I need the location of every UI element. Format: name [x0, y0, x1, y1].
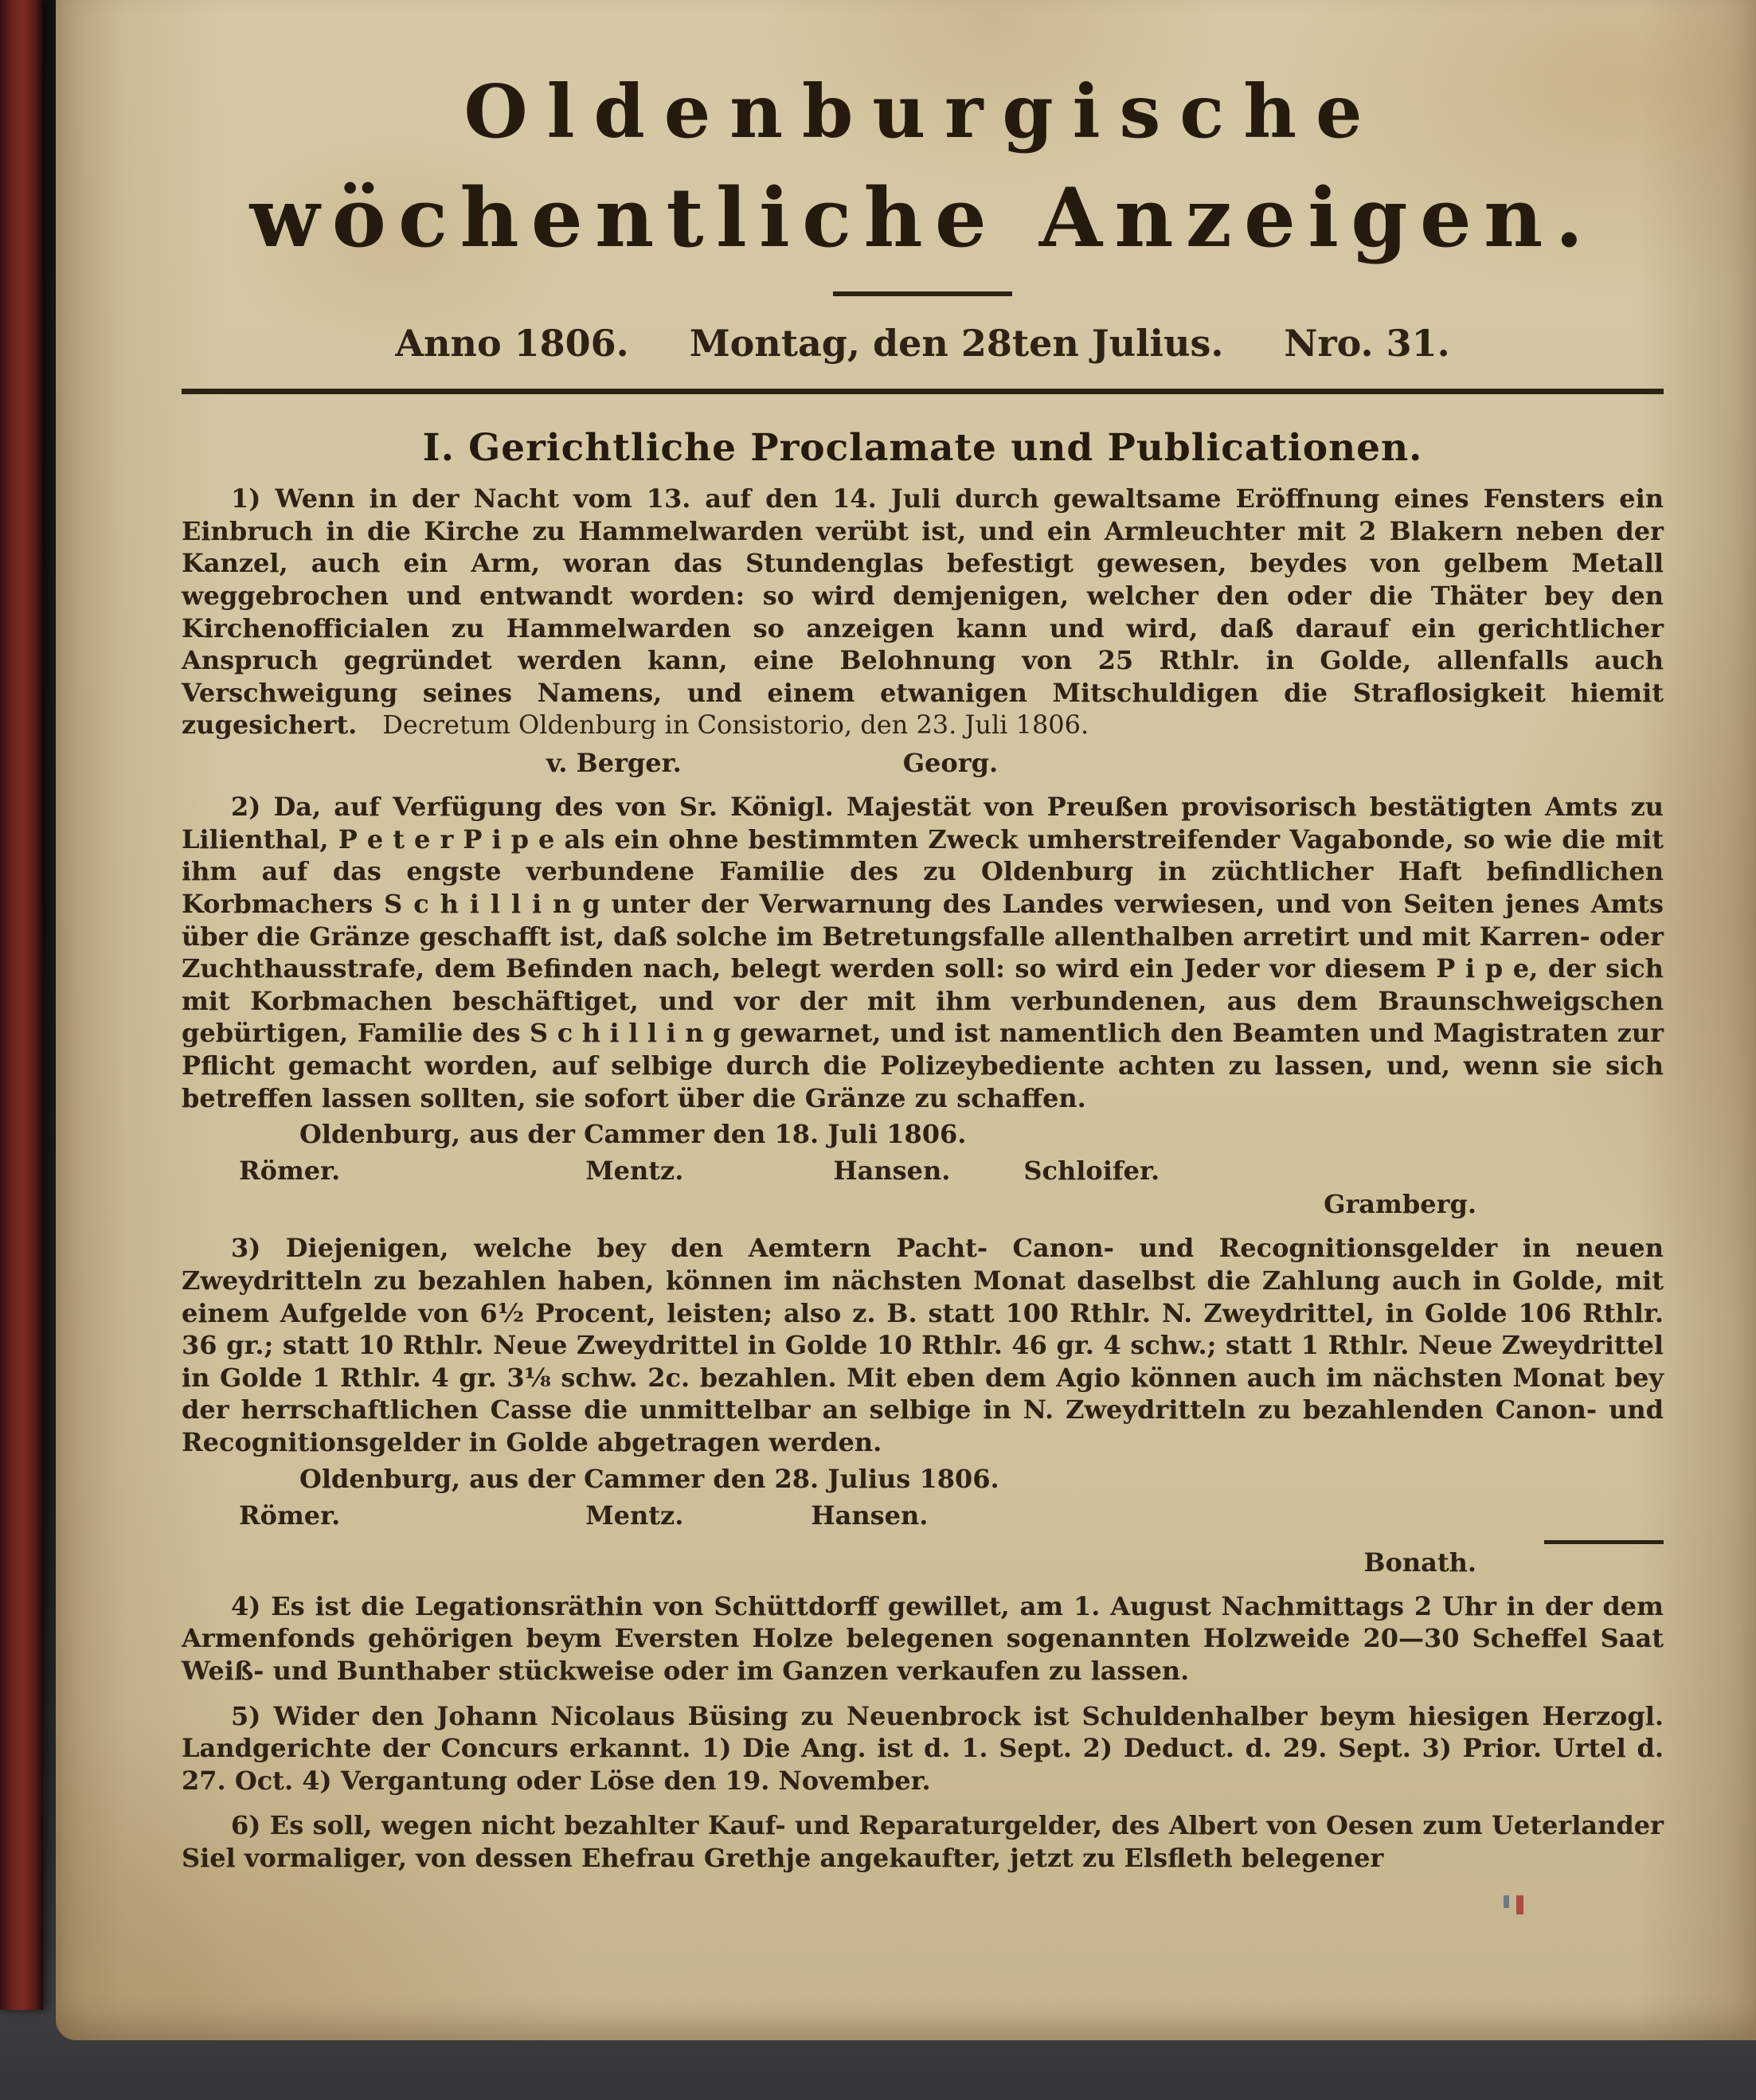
section-heading: I. Gerichtliche Proclamate und Publicationen.	[422, 426, 1423, 470]
header-rule	[182, 389, 1664, 394]
article-3-closing: Oldenburg, aus der Cammer den 28. Julius 1806.	[299, 1463, 999, 1494]
signature-roemer: Römer.	[239, 1156, 341, 1187]
article-3-text: 3) Diejenigen, welche bey den Aemtern Pacht- Canon- und Recognitionsgelder in neuen Zweydritteln zu bezahlen haben, können im nächsten Monat daselbst die Zahlung auch in Golde, mit einem Aufgelde von 6½ Procent, leisten; also z. B. statt 100 Rthlr. N. Zweydrittel, in Golde 106 Rthlr. 36 gr.; statt 10 Rthlr. Neue Zweydrittel in Golde 10 Rthlr. 46 gr. 4 schw.; statt 1 Rthlr. Neue Zweydrittel in Golde 1 Rthlr. 4 gr. 3⅛ schw. 2c. bezahlen. Mit eben dem Agio können auch im nächsten Monat bey der herrschaftlichen Casse die unmittelbar an selbige in N. Zweydritteln zu bezahlenden Canon- und Recognitionsgelder in Golde abgetragen werden.	[182, 1233, 1664, 1457]
article-3-signatures	[182, 1500, 1664, 1531]
masthead-line2: wöchentliche Anzeigen.	[249, 170, 1596, 266]
dateline-date: Montag, den 28ten Julius.	[689, 322, 1224, 365]
page-content	[56, 0, 1756, 1875]
article-3-right-signature: Bonath.	[1363, 1547, 1476, 1578]
article-2-text: 2) Da, auf Verfügung des von Sr. Königl. Majestät von Preußen provisorisch bestätigten Amts zu Lilienthal, P e t e r P i p e als ein ohne bestimmten Zweck umherstreifender Vagabonde, so wie die mit ihm auf das engste verbundene Familie des zu Oldenburg in züchtlicher Haft befindlichen Korbmachers S c h i l l i n g unter der Verwarnung des Landes verwiesen, und von Seiten jenes Amts über die Gränze geschafft ist, daß solche im Betretungsfalle allenthalben arretirt und mit Karren- oder Zuchthausstrafe, dem Befinden nach, belegt werden soll: so wird ein Jeder vor diesem P i p e, der sich mit Korbmachen beschäftiget, und vor der mit ihm verbundenen, aus dem Braunschweigschen gebürtigen, Familie des S c h i l l i n g gewarnet, und ist namentlich den Beamten und Magistraten zur Pflicht gemacht worden, auf selbige durch die Polizeybediente achten zu lassen, und, wenn sie sich betreffen lassen sollten, sie sofort über die Gränze zu schaffen.	[182, 792, 1664, 1113]
signature-georg: Georg.	[902, 748, 999, 778]
signature-mentz: Mentz.	[585, 1500, 684, 1531]
dateline-issue: Nro. 31.	[1284, 322, 1450, 365]
ink-mark-red	[1516, 1895, 1523, 1914]
article-4-text: 4) Es ist die Legationsräthin von Schüttdorff gewillet, am 1. August Nachmittags 2 Uhr in der dem Armenfonds gehörigen beym Eversten Holze belegenen sogenannten Holzweide 20—30 Scheffel Saat Weiß- und Bunthaber stückweise oder im Ganzen verkaufen zu lassen.	[182, 1590, 1664, 1686]
signature-schloifer: Schloifer.	[1023, 1156, 1160, 1187]
article-1-decree: Decretum Oldenburg in Consistorio, den 23. Juli 1806.	[382, 710, 1089, 741]
article-6-text: 6) Es soll, wegen nicht bezahlter Kauf- und Reparaturgelder, des Albert von Oesen zum Ueterlander Siel vormaliger, von dessen Ehefrau Grethje angekaufter, jetzt zu Elsfleth belegener	[182, 1810, 1664, 1873]
book-edge-red	[0, 0, 43, 2010]
masthead-line1: Oldenburgische	[463, 68, 1382, 154]
signature-mentz: Mentz.	[585, 1156, 684, 1187]
signature-roemer: Römer.	[239, 1500, 341, 1531]
signature-hansen: Hansen.	[833, 1156, 951, 1187]
masthead	[182, 68, 1664, 394]
signature-hansen: Hansen.	[811, 1500, 929, 1531]
article-1-signatures	[182, 748, 1664, 778]
article-5-text: 5) Wider den Johann Nicolaus Büsing zu Neuenbrock ist Schuldenhalber beym hiesigen Herzogl. Landgerichte der Concurs erkannt. 1) Die Ang. ist d. 1. Sept. 2) Deduct. d. 29. Sept. 3) Prior. Urtel d. 27. Oct. 4) Vergantung oder Löse den 19. November.	[182, 1700, 1664, 1796]
separator-dash	[182, 1540, 1664, 1544]
article-2-closing: Oldenburg, aus der Cammer den 18. Juli 1806.	[299, 1119, 967, 1150]
masthead-rule	[833, 291, 1012, 296]
signature-berger: v. Berger.	[546, 748, 682, 778]
article-2-signatures	[182, 1156, 1664, 1186]
dateline-anno: Anno 1806.	[395, 322, 629, 365]
article-1-text	[182, 483, 1664, 741]
newspaper-page	[56, 0, 1756, 2040]
article-1-body: 1) Wenn in der Nacht vom 13. auf den 14. Juli durch gewaltsame Eröffnung eines Fensters ein Einbruch in die Kirche zu Hammelwarden verübt ist, und ein Armleuchter mit 2 Blakern neben der Kanzel, auch ein Arm, woran das Stundenglas befestigt gewesen, beydes von gelbem Metall weggebrochen und entwandt worden: so wird demjenigen, welcher den oder die Thäter bey den Kirchenofficialen zu Hammelwarden so anzeigen kann und wird, daß darauf ein gerichtlicher Anspruch gegründet werden kann, eine Belohnung von 25 Rthlr. in Golde, allenfalls auch Verschweigung seines Namens, und einem etwanigen Mitschuldigen die Straflosigkeit hiemit zugesichert.	[182, 483, 1664, 741]
dateline	[182, 322, 1664, 365]
ink-mark-blue	[1504, 1895, 1509, 1908]
article-2-right-signature: Gramberg.	[1324, 1189, 1476, 1220]
